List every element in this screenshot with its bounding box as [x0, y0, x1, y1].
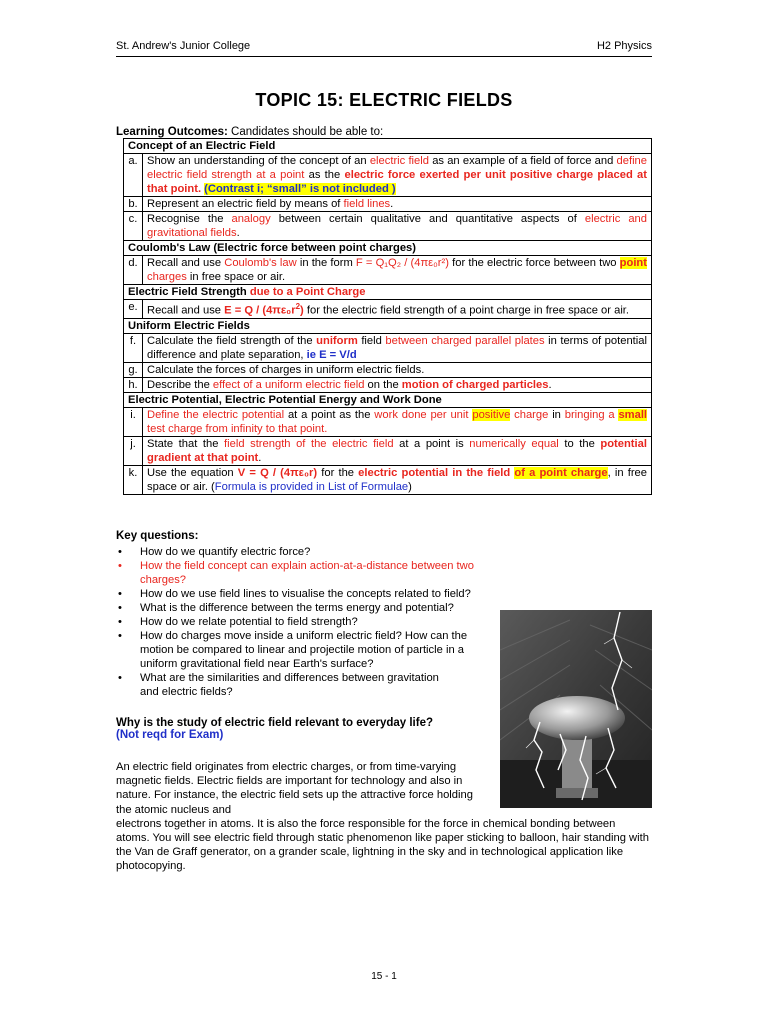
- outcome-text: Recognise the: [147, 213, 232, 225]
- outcome-text: in the form: [296, 257, 356, 269]
- table-row: [124, 154, 652, 197]
- table-row: [124, 465, 652, 494]
- outcome-text: ): [300, 304, 304, 317]
- row-letter: g.: [124, 362, 143, 377]
- outcome-text: potential gradient at that point: [147, 437, 647, 464]
- page-header: [116, 40, 652, 57]
- page-number: 15 - 1: [371, 971, 397, 982]
- learning-outcomes-label: Learning Outcomes:: [116, 126, 228, 138]
- outcome-text: Represent an electric field by means of: [147, 198, 344, 210]
- row-letter: h.: [124, 377, 143, 392]
- outcome-text: ): [408, 480, 412, 493]
- outcome-text: as the: [304, 169, 345, 181]
- outcome-text: .: [390, 198, 394, 210]
- outcome-text: State that the: [147, 437, 225, 450]
- outcome-text: between charged parallel plates: [385, 334, 545, 347]
- outcome-text: at a point is: [393, 437, 470, 450]
- outcome-text: electric field: [369, 155, 429, 167]
- section-efs: [124, 285, 652, 300]
- outcome-text: test charge from infinity to that point.: [147, 422, 328, 435]
- outcome-text: numerically equal: [469, 437, 559, 450]
- outcome-text: .: [258, 451, 262, 464]
- outcome-text: (Contrast i; “small” is not included ): [204, 183, 396, 195]
- outcome-a: [143, 154, 652, 197]
- key-questions-list: [116, 545, 496, 699]
- outcome-text: .: [548, 378, 552, 391]
- outcome-text: Recall and use: [147, 257, 225, 269]
- outcome-text: E = Q / (4πε₀r: [224, 304, 296, 317]
- outcome-g: [143, 362, 652, 377]
- outcome-k: [143, 465, 652, 494]
- table-row: [124, 362, 652, 377]
- outcome-text: Use the equation: [147, 466, 238, 479]
- outcome-text: electric potential in the field: [358, 466, 515, 479]
- learning-outcomes-table: [123, 138, 652, 495]
- row-letter: i.: [124, 407, 143, 436]
- outcome-text: electric and gravitational fields: [147, 213, 647, 239]
- list-item: • What are the similarities and differences between gravitation and electric fields?: [116, 671, 440, 699]
- outcome-text: , in free space or air. (: [147, 466, 648, 493]
- table-row: [124, 436, 652, 465]
- outcome-i: [143, 407, 652, 436]
- outcome-b: [143, 197, 652, 212]
- outcome-text: F = Q₁Q₂ / (4πε₀r²): [355, 257, 449, 269]
- table-row: [124, 212, 652, 241]
- section-uniform: Uniform Electric Fields: [124, 318, 652, 333]
- outcome-text: Describe the: [147, 378, 213, 391]
- outcome-text: Calculate the forces of charges in uniform electric fields.: [147, 363, 425, 376]
- outcome-text: to the: [558, 437, 601, 450]
- outcome-f: [143, 333, 652, 362]
- outcome-text: positive: [472, 408, 511, 421]
- outcome-text: for the electric field strength of a point charge in free space or air.: [303, 304, 630, 317]
- list-item: • How do we use field lines to visualise the concepts related to field?: [116, 587, 496, 601]
- outcome-text: small: [618, 408, 648, 421]
- outcome-text: motion of charged particles: [401, 378, 549, 391]
- outcome-text: electric force exerted per unit positive charge placed at that point.: [147, 169, 647, 195]
- table-row: [124, 333, 652, 362]
- outcome-d: [143, 256, 652, 285]
- table-row: [124, 197, 652, 212]
- section-efs-text: Electric Field Strength: [128, 286, 250, 298]
- row-letter: b.: [124, 197, 143, 212]
- outcome-text: for the electric force between two: [448, 257, 620, 269]
- learning-outcomes-text: Candidates should be able to:: [227, 126, 384, 138]
- outcome-h: [143, 377, 652, 392]
- outcome-text: in: [548, 408, 565, 421]
- outcome-text: V = Q / (4πε₀r): [237, 466, 318, 479]
- outcome-text: of a point charge: [514, 466, 608, 479]
- row-letter: e.: [124, 300, 143, 319]
- page-title: TOPIC 15: ELECTRIC FIELDS: [255, 90, 513, 110]
- section-potential: Electric Potential, Electric Potential Energy and Work Done: [124, 392, 652, 407]
- outcome-text: field strength of the electric field: [224, 437, 394, 450]
- outcome-text: analogy: [231, 213, 271, 225]
- paragraph-part1: An electric field originates from electric charges, or from time-varying magnetic fields. Electric fields are important for technology and also in nature. For instance, the electric field sets up the attractive force holding the atomic nucleus and: [116, 761, 473, 816]
- list-item: • How do charges move inside a uniform electric field? How can the motion be compared to linear and projectile motion of particle in a uniform gravitational field near Earth's surface?: [116, 629, 480, 671]
- list-item: • What is the difference between the terms energy and potential?: [116, 601, 496, 615]
- table-row: [124, 256, 652, 285]
- list-item: • How do we relate potential to field strength?: [116, 615, 496, 629]
- table-row: [124, 377, 652, 392]
- row-letter: f.: [124, 333, 143, 362]
- outcome-e: [143, 300, 652, 319]
- outcome-text: 2: [295, 302, 301, 311]
- outcome-text: uniform: [316, 334, 358, 347]
- outcome-text: Show an understanding of the concept of an: [147, 155, 370, 167]
- header-subject: H2 Physics: [596, 40, 652, 52]
- section-efs-text: due to a Point Charge: [249, 286, 366, 298]
- outcome-text: in free space or air.: [186, 271, 286, 283]
- section-coulomb: Coulomb's Law (Electric force between point charges): [124, 241, 652, 256]
- row-letter: j.: [124, 436, 143, 465]
- table-row: [124, 407, 652, 436]
- row-letter: k.: [124, 465, 143, 494]
- outcome-text: Define the electric potential: [147, 408, 285, 421]
- paragraph-part2: electrons together in atoms. It is also the force responsible for the force in chemical bonding between atoms. You will see electric field through static phenomenon like paper sticking to balloon, hair standing with the Van de Graff generator, on a grander scale, lightning in the sky and in technological application like photocopying.: [116, 817, 649, 873]
- outcome-text: work done per unit: [374, 408, 469, 421]
- learning-outcomes-intro: [116, 126, 383, 138]
- header-school: St. Andrew's Junior College: [116, 40, 251, 52]
- outcome-text: at a point as the: [284, 408, 375, 421]
- outcome-text: Formula is provided in List of Formulae: [214, 480, 409, 493]
- outcome-text: for the: [317, 466, 359, 479]
- outcome-text: in terms of potential difference and plate separation,: [147, 334, 647, 361]
- outcome-text: define electric field strength at a point: [147, 155, 647, 181]
- outcome-text: field: [357, 334, 386, 347]
- relevance-question: Why is the study of electric field relevant to everyday life?: [116, 717, 433, 729]
- key-questions-heading: Key questions:: [116, 530, 199, 542]
- outcome-c: [143, 212, 652, 241]
- relevance-heading: [116, 717, 496, 741]
- section-concept: Concept of an Electric Field: [124, 139, 652, 154]
- outcome-text: bringing a: [564, 408, 619, 421]
- outcome-text: Recall and use: [147, 304, 225, 317]
- outcome-text: as an example of a field of force and: [428, 155, 617, 167]
- outcome-text: field lines: [343, 198, 391, 210]
- outcome-text: charge: [514, 408, 549, 421]
- outcome-text: Coulomb's law: [224, 257, 297, 269]
- row-letter: d.: [124, 256, 143, 285]
- not-required-note: (Not reqd for Exam): [116, 729, 224, 741]
- outcome-text: charges: [147, 271, 187, 283]
- outcome-text: on the: [364, 378, 402, 391]
- outcome-text: between certain qualitative and quantitative aspects of: [270, 213, 585, 225]
- row-letter: c.: [124, 212, 143, 241]
- list-item: • How do we quantify electric force?: [116, 545, 496, 559]
- outcome-j: [143, 436, 652, 465]
- row-letter: a.: [124, 154, 143, 197]
- outcome-text: point: [619, 257, 647, 269]
- table-row: [124, 300, 652, 319]
- list-item: • How the field concept can explain action-at-a-distance between two charges?: [116, 559, 496, 587]
- outcome-text: ie E = V/d: [306, 348, 357, 361]
- intro-paragraph: [116, 760, 652, 874]
- outcome-text: .: [236, 227, 240, 239]
- outcome-text: Calculate the field strength of the: [147, 334, 317, 347]
- outcome-text: effect of a uniform electric field: [212, 378, 365, 391]
